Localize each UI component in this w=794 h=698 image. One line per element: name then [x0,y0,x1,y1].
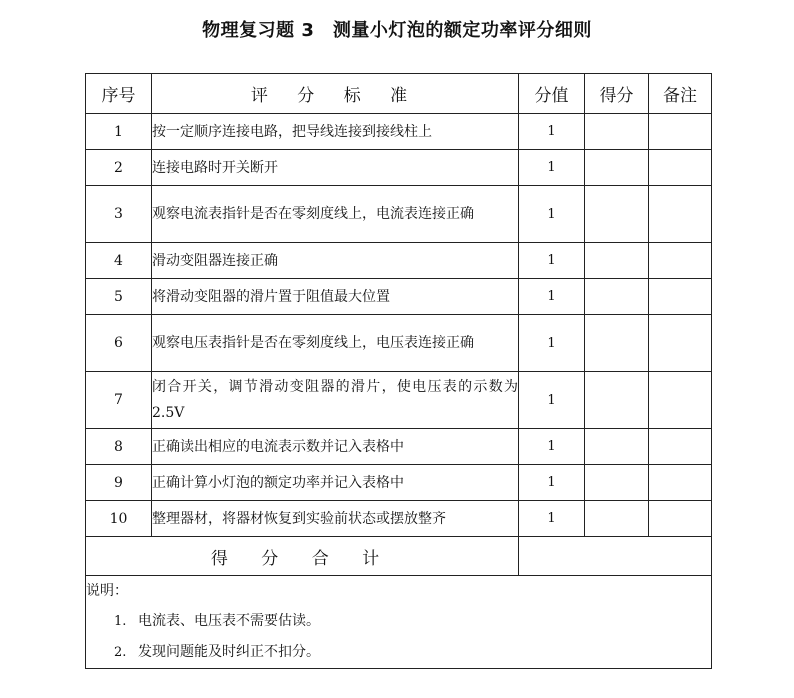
row-no: 5 [86,279,152,315]
table-row [86,501,712,537]
table-row [86,150,712,186]
table-row [86,465,712,501]
total-label: 得 分 合 计 [86,537,519,576]
row-remark-cell [649,372,712,429]
row-text: 将滑动变阻器的滑片置于阻值最大位置 [152,279,519,315]
note-text: 发现问题能及时纠正不扣分。 [138,644,320,660]
header-score: 分值 [519,74,585,114]
row-score: 1 [519,501,585,537]
row-remark-cell [649,429,712,465]
header-standard-label: 评 分 标 准 [250,86,420,106]
row-remark-cell [649,114,712,150]
table-row [86,279,712,315]
row-score: 1 [519,186,585,243]
note-item [86,606,711,637]
row-remark-cell [649,315,712,372]
row-remark-cell [649,150,712,186]
scoring-table [85,73,712,669]
row-text: 滑动变阻器连接正确 [152,243,519,279]
document-title: 物理复习题 3 测量小灯泡的额定功率评分细则 [202,20,592,41]
header-standard [152,74,519,114]
row-got-cell [585,315,649,372]
row-score: 1 [519,372,585,429]
row-no: 6 [86,315,152,372]
table-row [86,372,712,429]
row-got-cell [585,465,649,501]
row-score: 1 [519,465,585,501]
row-text: 闭合开关，调节滑动变阻器的滑片，使电压表的示数为 2.5V [152,372,519,429]
row-text: 按一定顺序连接电路，把导线连接到接线柱上 [152,114,519,150]
row-got-cell [585,279,649,315]
row-score: 1 [519,243,585,279]
row-remark-cell [649,501,712,537]
table-row [86,114,712,150]
total-row [86,537,712,576]
row-score: 1 [519,150,585,186]
row-no: 9 [86,465,152,501]
row-got-cell [585,243,649,279]
row-score: 1 [519,429,585,465]
total-value-cell [519,537,712,576]
table-row [86,429,712,465]
row-got-cell [585,150,649,186]
row-no: 2 [86,150,152,186]
notes-row [86,576,712,669]
row-text: 观察电流表指针是否在零刻度线上，电流表连接正确 [152,186,519,243]
row-text: 正确读出相应的电流表示数并记入表格中 [152,429,519,465]
row-score: 1 [519,279,585,315]
row-score: 1 [519,315,585,372]
row-no: 1 [86,114,152,150]
row-got-cell [585,501,649,537]
row-score: 1 [519,114,585,150]
row-remark-cell [649,243,712,279]
row-got-cell [585,372,649,429]
note-item [86,637,711,668]
row-remark-cell [649,186,712,243]
row-no: 10 [86,501,152,537]
header-row [86,74,712,114]
header-remark: 备注 [649,74,712,114]
row-remark-cell [649,465,712,501]
row-no: 8 [86,429,152,465]
row-got-cell [585,429,649,465]
row-no: 7 [86,372,152,429]
table-row [86,186,712,243]
header-no: 序号 [86,74,152,114]
notes-title: 说明： [86,583,128,599]
row-no: 4 [86,243,152,279]
header-got: 得分 [585,74,649,114]
row-no: 3 [86,186,152,243]
row-remark-cell [649,279,712,315]
note-number: 2. [114,645,127,660]
row-text: 正确计算小灯泡的额定功率并记入表格中 [152,465,519,501]
notes-cell [86,576,712,669]
row-got-cell [585,114,649,150]
row-text: 整理器材，将器材恢复到实验前状态或摆放整齐 [152,501,519,537]
row-text: 连接电路时开关断开 [152,150,519,186]
row-text: 观察电压表指针是否在零刻度线上，电压表连接正确 [152,315,519,372]
note-text: 电流表、电压表不需要估读。 [138,613,320,629]
note-number: 1. [114,614,127,629]
row-got-cell [585,186,649,243]
table-row [86,243,712,279]
table-row [86,315,712,372]
